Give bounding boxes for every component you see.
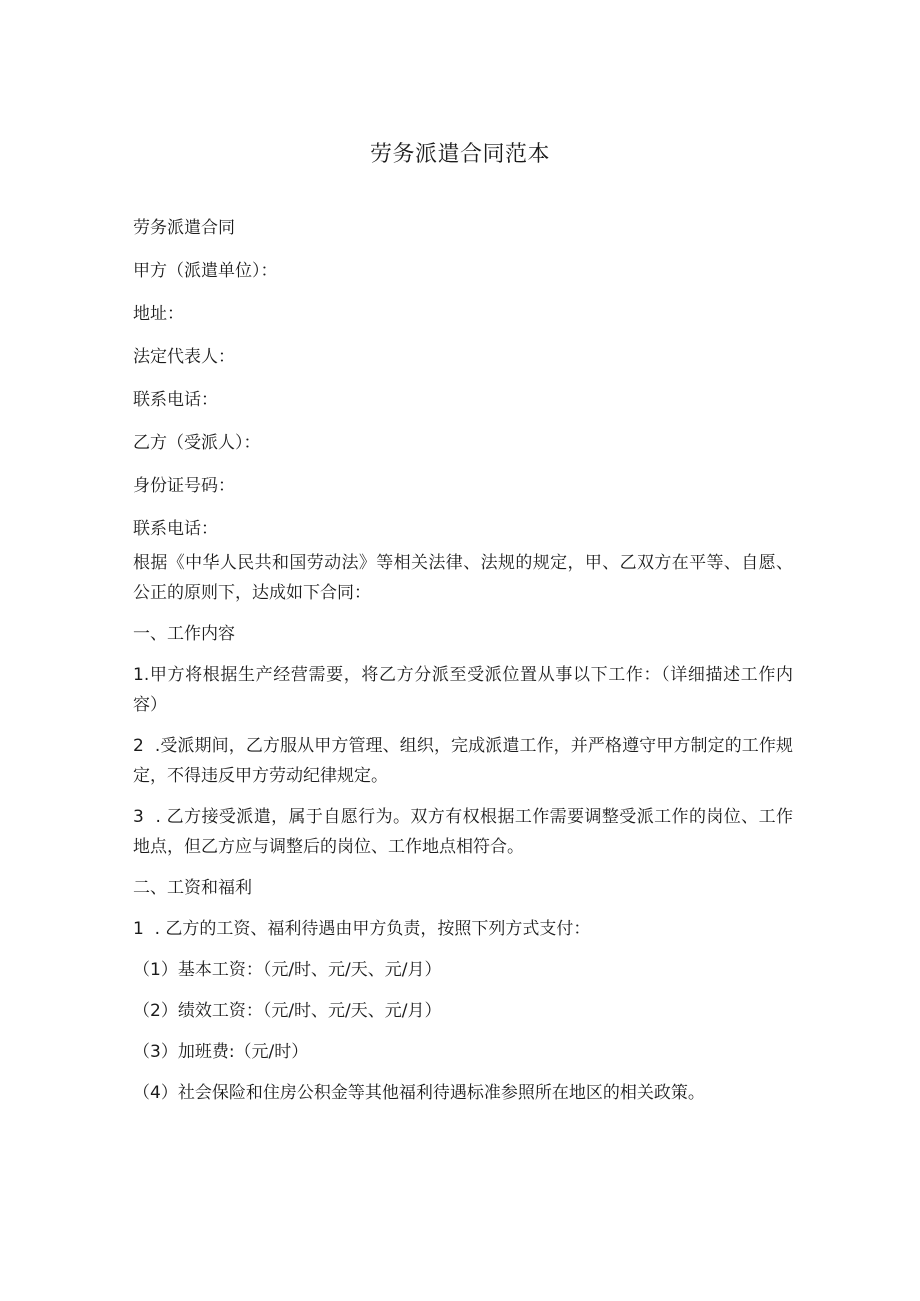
section-heading-work: 一、工作内容 (133, 624, 235, 644)
wage-item-social-insurance: （4）社会保险和住房公积金等其他福利待遇标准参照所在地区的相关政策。 (133, 1083, 705, 1103)
id-number-label: 身份证号码： (133, 476, 235, 496)
wage-item-base: （1）基本工资：（元/时、元/天、元/月） (133, 960, 442, 980)
document-title: 劳务派遣合同范本 (369, 142, 550, 167)
party-b-phone-label: 联系电话： (133, 519, 218, 539)
wage-item-overtime: （3）加班费:（元/时） (133, 1042, 309, 1062)
work-clause-3: 3 . 乙方接受派遣，属于自愿行为。双方有权根据工作需要调整受派工作的岗位、工作地点，但乙方应与调整后的岗位、工作地点相符合。 (133, 807, 793, 857)
address-label: 地址： (133, 304, 184, 324)
legal-representative-label: 法定代表人： (133, 347, 235, 367)
work-clause-2: 2 .受派期间，乙方服从甲方管理、组织，完成派遣工作，并严格遵守甲方制定的工作规定，不得违反甲方劳动纪律规定。 (133, 736, 793, 786)
party-a-label: 甲方（派遣单位）： (133, 261, 278, 281)
wage-clause-1: 1 . 乙方的工资、福利待遇由甲方负责，按照下列方式支付： (133, 919, 591, 939)
work-clause-1: 1.甲方将根据生产经营需要，将乙方分派至受派位置从事以下工作：（详细描述工作内容） (133, 665, 793, 715)
wage-item-performance: （2）绩效工资：（元/时、元/天、元/月） (133, 1001, 442, 1021)
preamble-paragraph: 根据《中华人民共和国劳动法》等相关法律、法规的规定，甲、乙双方在平等、自愿、公正的原则下，达成如下合同： (133, 553, 793, 603)
section-heading-wages: 二、工资和福利 (133, 878, 252, 898)
contract-heading: 劳务派遣合同 (133, 218, 235, 238)
party-a-phone-label: 联系电话： (133, 390, 218, 410)
document-body (133, 213, 793, 1119)
party-b-label: 乙方（受派人）： (133, 433, 261, 453)
